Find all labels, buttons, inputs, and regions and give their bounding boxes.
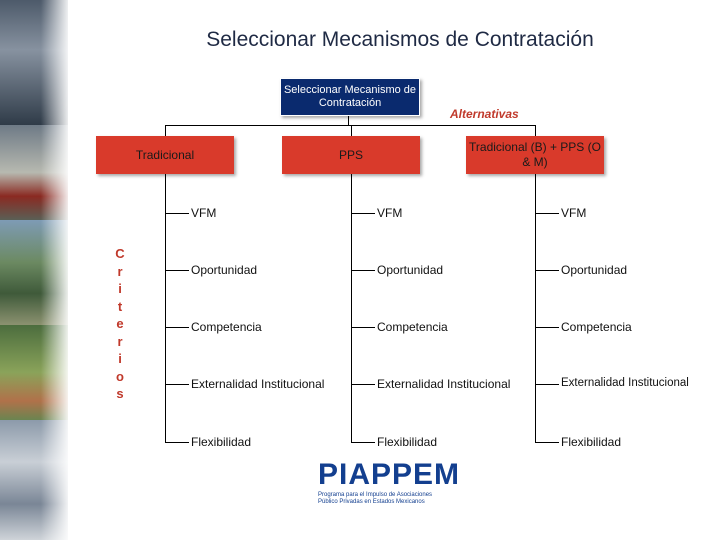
criterion-flexibilidad: Flexibilidad (191, 435, 252, 449)
alternative-mixed: Tradicional (B) + PPS (O & M) (466, 136, 604, 174)
alternative-tradicional: Tradicional (96, 136, 234, 174)
criterion-externalidad: Externalidad Institucional (377, 377, 511, 391)
logo-wordmark: PIAPPEM (318, 458, 461, 491)
criterion-competencia: Competencia (377, 320, 448, 334)
criterion-externalidad: Externalidad Institucional (191, 377, 325, 391)
criterion-vfm: VFM (561, 206, 587, 220)
criterion-flexibilidad: Flexibilidad (561, 435, 622, 449)
criterion-externalidad: Externalidad Institucional (561, 377, 689, 389)
root-node: Seleccionar Mecanismo de Contratación (280, 78, 420, 116)
alternatives-label: Alternativas (450, 107, 519, 121)
column-line-3 (535, 174, 536, 443)
column-line-1 (165, 174, 166, 443)
alternative-pps: PPS (282, 136, 420, 174)
criterion-competencia: Competencia (191, 320, 262, 334)
criterion-competencia: Competencia (561, 320, 632, 334)
photo-strip (0, 0, 68, 540)
page-title: Seleccionar Mecanismos de Contratación (206, 28, 594, 51)
piappem-logo (318, 458, 460, 506)
criteria-label: C r i t e r i o s (115, 246, 125, 401)
criterion-vfm: VFM (377, 206, 403, 220)
criterion-oportunidad: Oportunidad (561, 263, 628, 277)
criterion-oportunidad: Oportunidad (377, 263, 444, 277)
criterion-oportunidad: Oportunidad (191, 263, 258, 277)
logo-subtitle: Programa para el Impulso de Asociaciones Público Privadas en Estados Mexicanos (318, 492, 433, 505)
column-line-2 (351, 174, 352, 443)
criterion-flexibilidad: Flexibilidad (377, 435, 438, 449)
criterion-vfm: VFM (191, 206, 217, 220)
